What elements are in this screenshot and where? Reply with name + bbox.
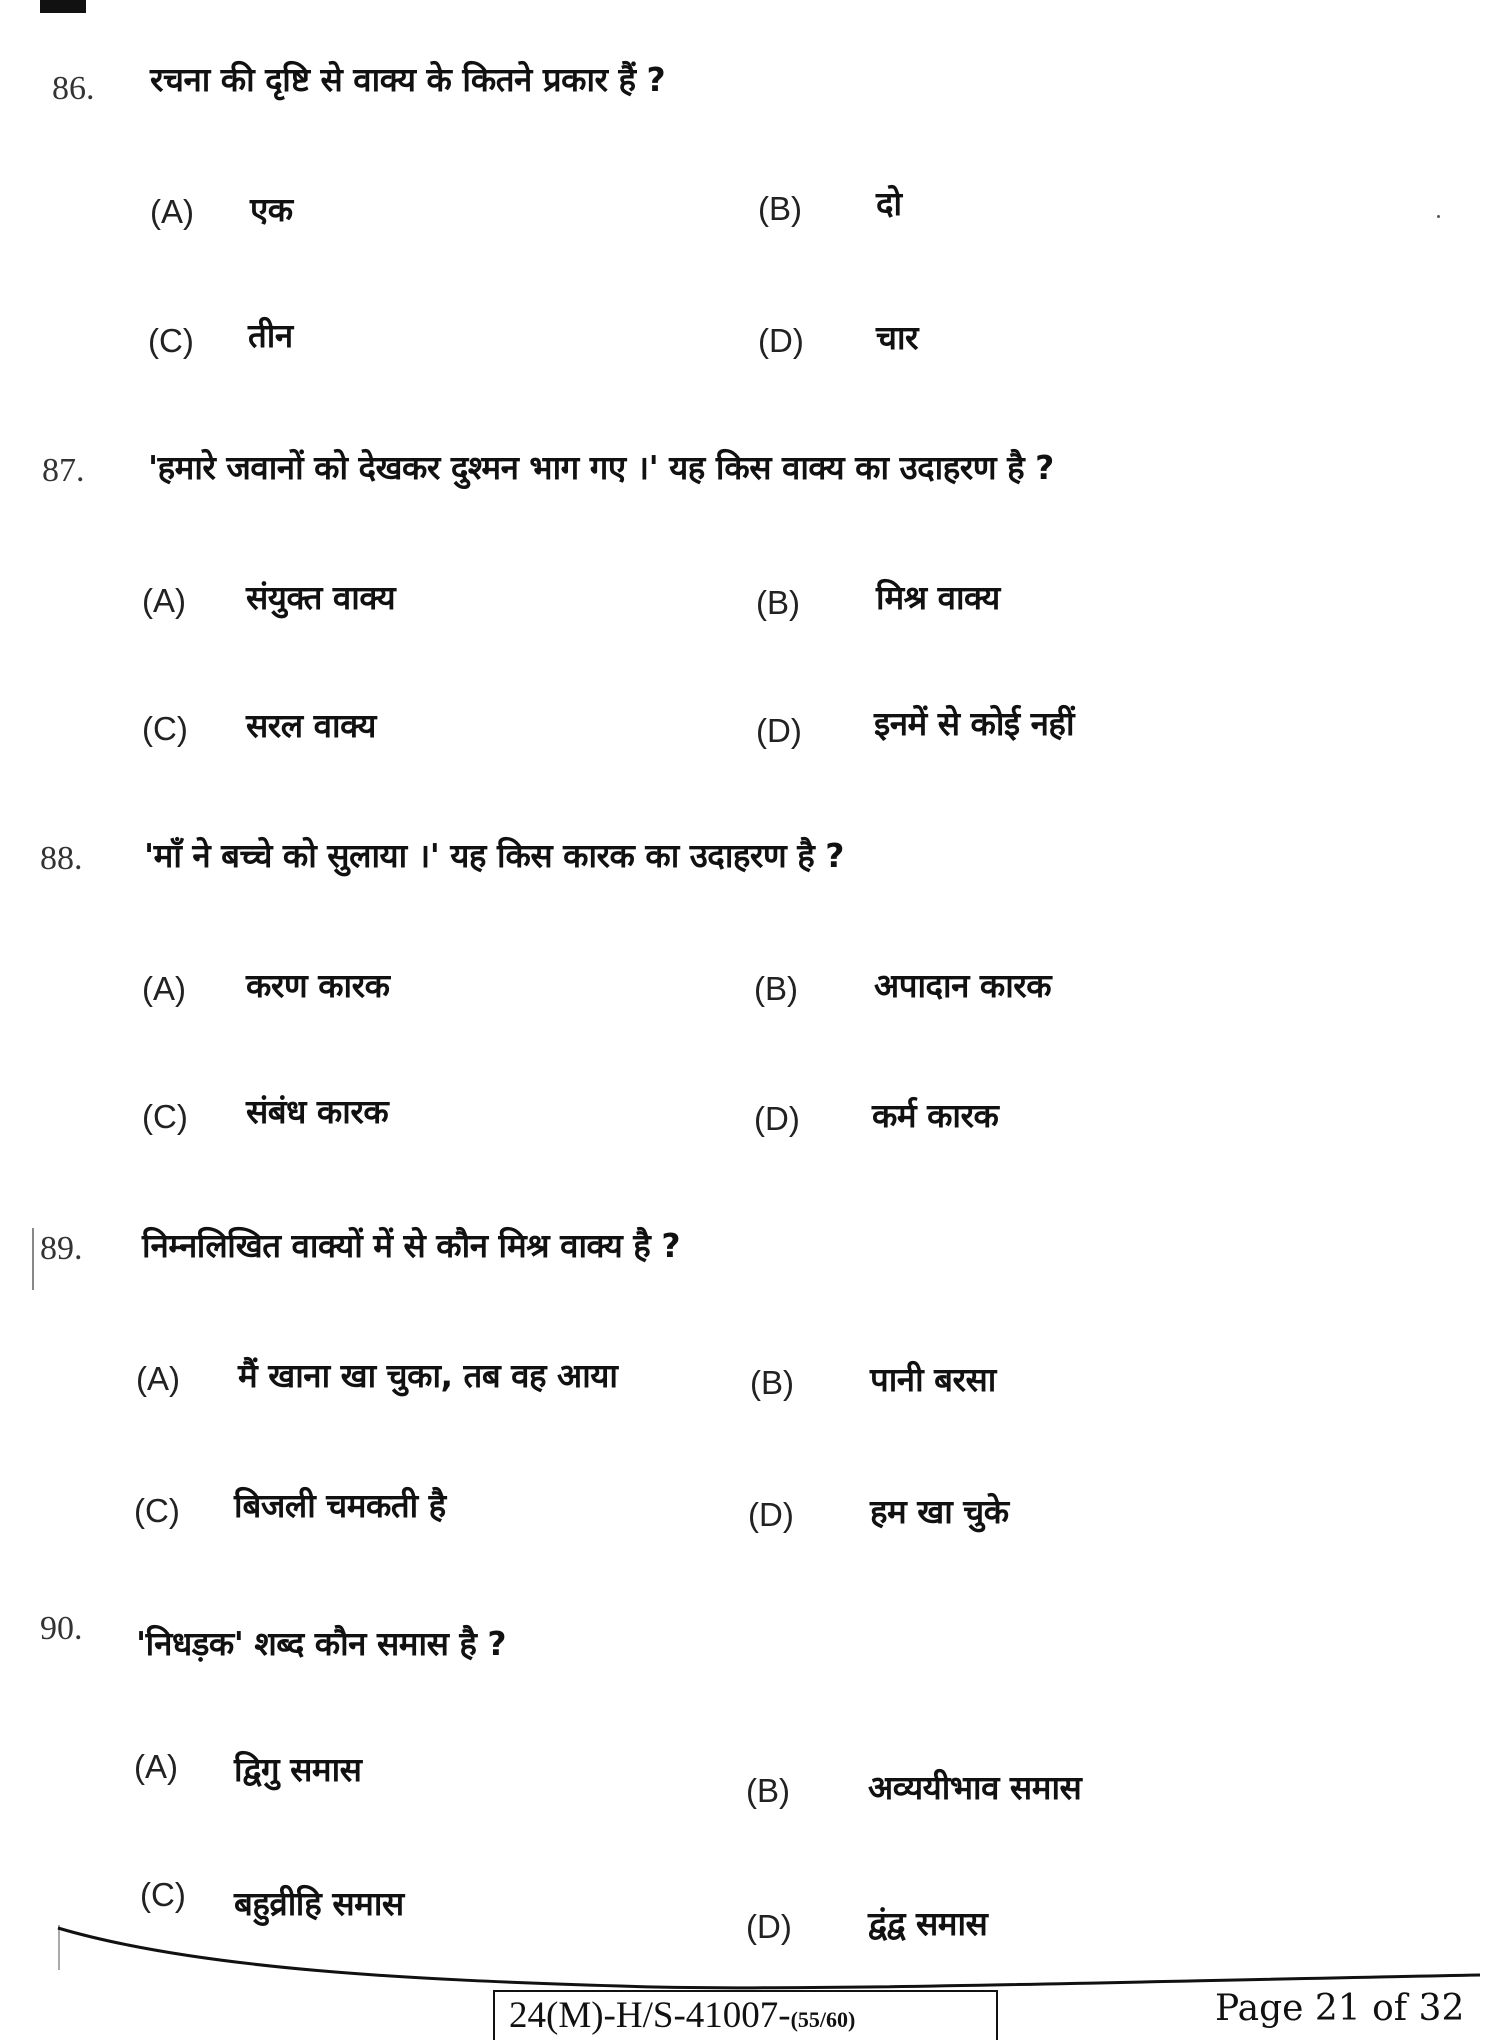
option-text: द्वंद्व समास	[868, 1904, 988, 1943]
option-text: बहुव्रीहि समास	[234, 1884, 404, 1923]
option-text: अव्ययीभाव समास	[868, 1768, 1082, 1807]
paper-code: 24(M)-H/S-41007-	[509, 1995, 791, 2036]
option-label: (C)	[148, 322, 194, 359]
option-text: कर्म कारक	[872, 1096, 999, 1135]
option-label: (A)	[142, 970, 186, 1007]
question-number: 86.	[52, 70, 95, 107]
option-text: बिजली चमकती है	[234, 1486, 446, 1525]
option-text: संयुक्त वाक्य	[246, 578, 396, 617]
option-label: (D)	[756, 712, 802, 749]
option-text: मिश्र वाक्य	[876, 578, 1000, 617]
option-text: अपादान कारक	[874, 966, 1052, 1005]
question-number: 87.	[42, 452, 85, 489]
scan-top-tab-mark	[40, 0, 86, 13]
question-text: 'हमारे जवानों को देखकर दुश्मन भाग गए ।' यह किस वाक्य का उदाहरण है ?	[148, 448, 1054, 487]
option-label: (B)	[756, 584, 800, 621]
question-text: निम्नलिखित वाक्यों में से कौन मिश्र वाक्य है ?	[142, 1226, 680, 1265]
option-label: (B)	[754, 970, 798, 1007]
question-text: 'निधड़क' शब्द कौन समास है ?	[136, 1624, 507, 1663]
option-label: (D)	[748, 1496, 794, 1533]
question-number: 88.	[40, 840, 83, 877]
option-text: दो	[876, 184, 902, 223]
option-text: द्विगु समास	[234, 1750, 362, 1789]
option-text: संबंध कारक	[246, 1092, 389, 1131]
margin-mark	[32, 1228, 34, 1290]
option-text: करण कारक	[246, 966, 390, 1005]
option-label: (A)	[136, 1360, 180, 1397]
question-text: 'माँ ने बच्चे को सुलाया ।' यह किस कारक का उदाहरण है ?	[144, 836, 844, 875]
scan-speck	[1437, 215, 1440, 218]
option-label: (B)	[758, 190, 802, 227]
option-text: इनमें से कोई नहीं	[874, 704, 1075, 743]
option-label: (C)	[142, 710, 188, 747]
option-text: हम खा चुके	[870, 1492, 1009, 1531]
option-text: चार	[876, 318, 918, 357]
option-label: (A)	[134, 1748, 178, 1785]
page-number: Page 21 of 32	[1215, 1988, 1465, 2029]
option-text: मैं खाना खा चुका, तब वह आया	[238, 1356, 618, 1395]
paper-code-suffix: (55/60)	[790, 2007, 856, 2032]
option-label: (D)	[754, 1100, 800, 1137]
option-text: एक	[250, 190, 293, 229]
question-number: 89.	[40, 1230, 83, 1267]
option-label: (A)	[142, 582, 186, 619]
option-text: पानी बरसा	[870, 1360, 996, 1399]
question-number: 90.	[40, 1610, 83, 1647]
option-label: (C)	[142, 1098, 188, 1135]
option-label: (C)	[140, 1876, 186, 1913]
question-text: रचना की दृष्टि से वाक्य के कितने प्रकार हैं ?	[150, 60, 666, 99]
option-label: (B)	[746, 1772, 790, 1809]
option-text: सरल वाक्य	[246, 706, 376, 745]
option-label: (A)	[150, 193, 194, 230]
option-label: (D)	[758, 322, 804, 359]
paper-code-box	[493, 1990, 998, 2040]
option-label: (D)	[746, 1908, 792, 1945]
option-label: (C)	[134, 1492, 180, 1529]
option-label: (B)	[750, 1364, 794, 1401]
option-text: तीन	[248, 316, 293, 355]
